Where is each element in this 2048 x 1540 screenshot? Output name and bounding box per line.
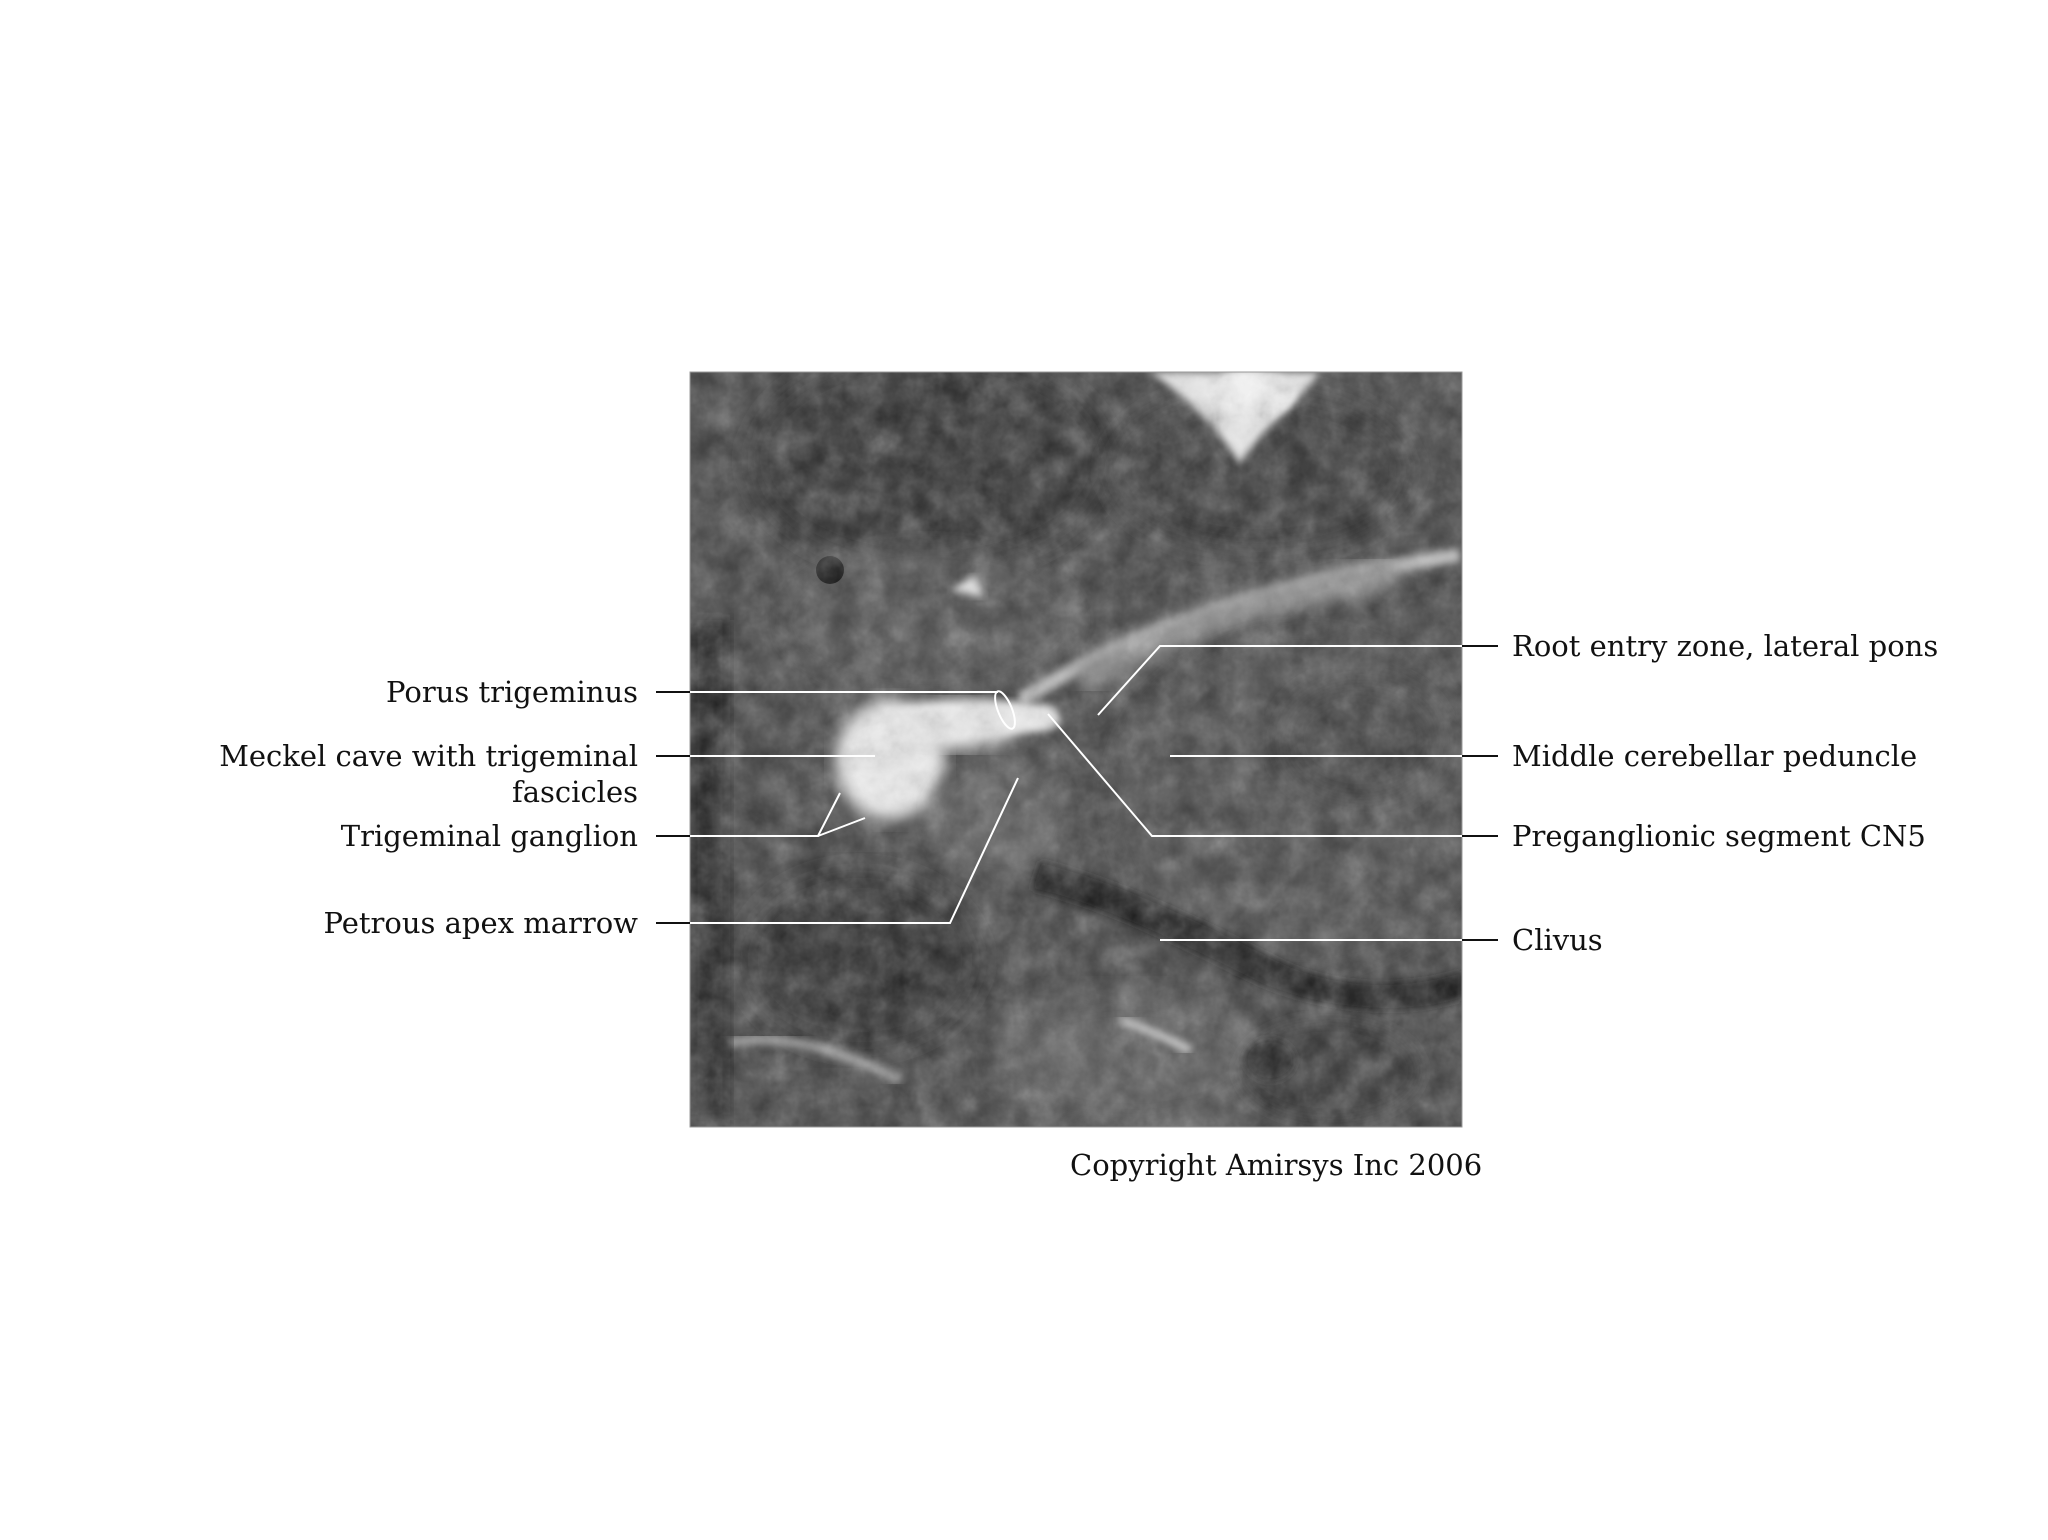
label-root-entry-zone: Root entry zone, lateral pons [1512, 629, 1939, 663]
mri-image [690, 350, 1490, 1130]
label-clivus: Clivus [1512, 923, 1603, 957]
copyright-notice: Copyright Amirsys Inc 2006 [1070, 1148, 1483, 1182]
label-middle-cerebellar-peduncle: Middle cerebellar peduncle [1512, 739, 1918, 773]
label-preganglionic-segment: Preganglionic segment CN5 [1512, 819, 1926, 853]
label-trigeminal-ganglion: Trigeminal ganglion [340, 819, 638, 853]
label-petrous-apex-marrow: Petrous apex marrow [323, 906, 638, 940]
label-meckel-cave: Meckel cave with trigeminal fascicles [219, 739, 638, 809]
label-porus-trigeminus: Porus trigeminus [386, 675, 638, 709]
